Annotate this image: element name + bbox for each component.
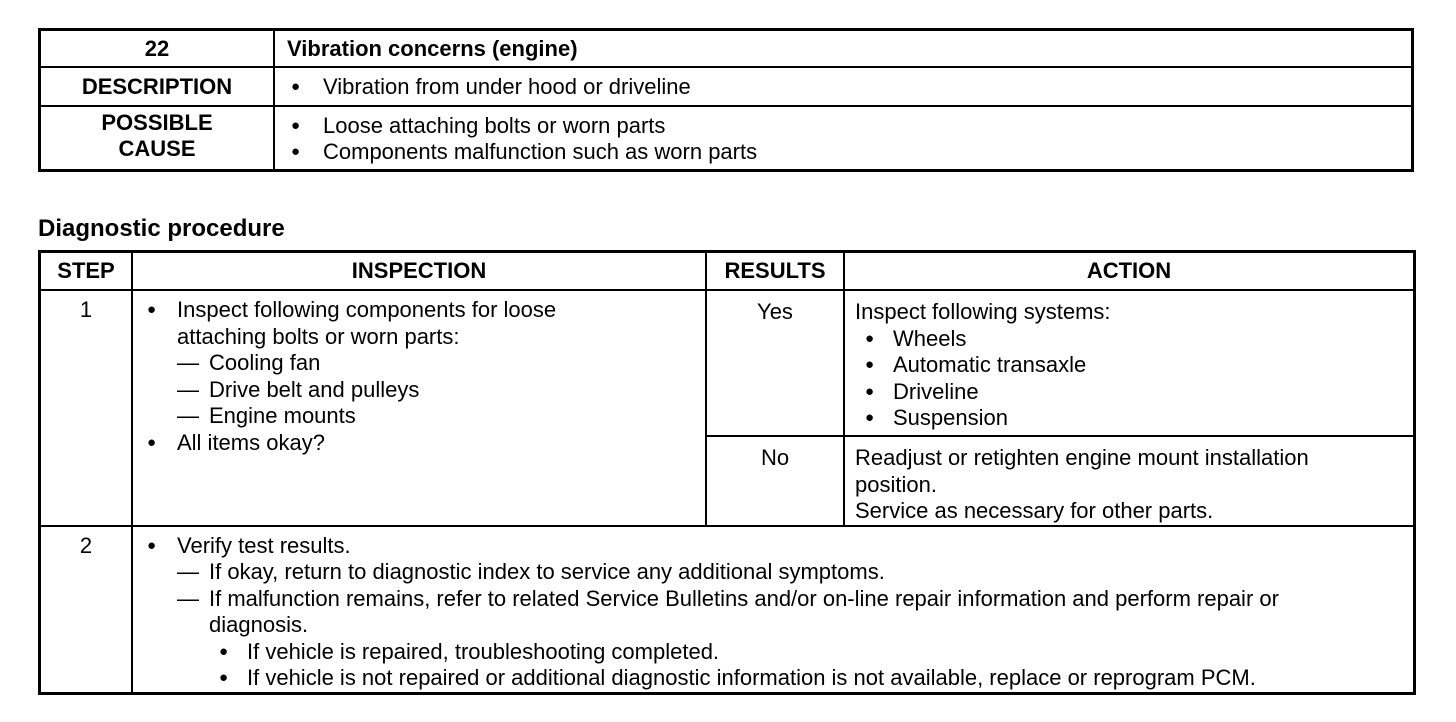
symptom-summary-table — [38, 28, 1414, 172]
description-label: DESCRIPTION — [40, 67, 275, 106]
step2-sub-item: ● If vehicle is not repaired or additional diagnostic information is not available, replace or reprogram PCM. — [209, 665, 1413, 692]
step1-component-item: — Drive belt and pulleys — [177, 377, 705, 404]
step1-component-item: — Cooling fan — [177, 350, 705, 377]
step1-yes-action — [844, 290, 1415, 436]
system-item: ● Driveline — [855, 379, 1413, 406]
symptom-title: Vibration concerns (engine) — [274, 30, 1413, 68]
step1-no-action-line1: Readjust or retighten engine mount installation — [855, 445, 1309, 470]
diagnostic-procedure-table — [38, 250, 1416, 695]
step1-inspection — [132, 290, 706, 526]
step-column-header: STEP — [40, 252, 133, 291]
step1-no-action-line2: position. — [855, 471, 937, 497]
symptom-number: 22 — [40, 30, 275, 68]
cause-item: ● Loose attaching bolts or worn parts — [287, 113, 1411, 139]
step2-bullet-text: ● Verify test results. — [177, 532, 351, 558]
step2-number: 2 — [40, 526, 133, 694]
summary-description-row — [40, 67, 1413, 106]
diagnostic-header-row — [40, 252, 1415, 291]
summary-title-row — [40, 30, 1413, 68]
step2-sub-item: ● If vehicle is repaired, troubleshooting completed. — [209, 639, 1413, 666]
step1-number: 1 — [40, 290, 133, 526]
possible-cause-label — [40, 106, 275, 171]
step2-malfunction-line1: — If malfunction remains, refer to related Service Bulletins and/or on-line repair information and perform repair or — [209, 585, 1279, 611]
description-item: ● Vibration from under hood or driveline — [287, 74, 1411, 100]
step1-question: ● All items okay? — [147, 430, 705, 457]
step1-no-action-line3: Service as necessary for other parts. — [855, 498, 1214, 523]
system-item: ● Wheels — [855, 326, 1413, 353]
action-column-header: ACTION — [844, 252, 1415, 291]
description-cell — [274, 67, 1413, 106]
step1-component-item: — Engine mounts — [177, 403, 705, 430]
step1-yes-result: Yes — [706, 290, 844, 436]
step1-no-result: No — [706, 436, 844, 526]
step2-row — [40, 526, 1415, 694]
step1-inspection-line2: attaching bolts or worn parts: — [177, 323, 460, 349]
step1-yes-action-intro: Inspect following systems: — [855, 299, 1111, 324]
summary-cause-row — [40, 106, 1413, 171]
step2-malfunction-line2: diagnosis. — [209, 612, 309, 637]
step2-okay-item: — If okay, return to diagnostic index to service any additional symptoms. — [177, 559, 1413, 586]
system-item: ● Suspension — [855, 405, 1413, 432]
step2-inspection — [132, 526, 1415, 694]
results-column-header: RESULTS — [706, 252, 844, 291]
possible-cause-cell — [274, 106, 1413, 171]
step1-inspection-line1: ● Inspect following components for loose — [177, 297, 557, 322]
system-item: ● Automatic transaxle — [855, 352, 1413, 379]
step1-inspection-bullet — [147, 297, 705, 430]
diagnostic-procedure-heading: Diagnostic procedure — [38, 215, 285, 242]
possible-cause-label-line1: POSSIBLE — [101, 110, 213, 135]
cause-item: ● Components malfunction such as worn parts — [287, 139, 1411, 165]
possible-cause-label-line2: CAUSE — [118, 136, 196, 161]
step1-yes-row — [40, 290, 1415, 436]
step2-malfunction-item — [177, 586, 1413, 692]
inspection-column-header: INSPECTION — [132, 252, 706, 291]
step1-no-action — [844, 436, 1415, 526]
step2-bullet — [147, 533, 1413, 692]
